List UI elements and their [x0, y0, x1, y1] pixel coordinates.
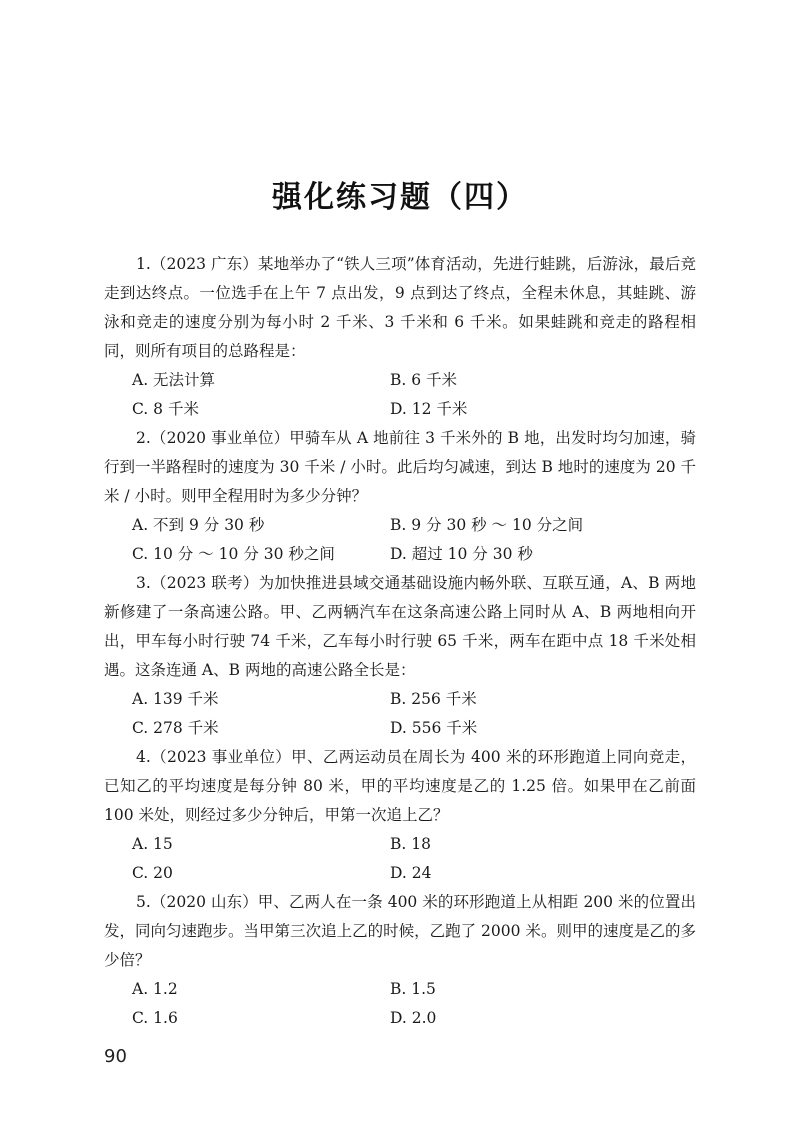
- question-stem: 4.（2023 事业单位）甲、乙两运动员在周长为 400 米的环形跑道上同向竞走，已知乙的平均速度是每分钟 80 米，甲的平均速度是乙的 1.25 倍。如果甲在乙前面 100 米处，则经过多少分钟后，甲第一次追上乙？: [104, 748, 696, 824]
- option-b: B. 9 分 30 秒 ～ 10 分之间: [390, 516, 584, 534]
- question-1: [104, 250, 696, 424]
- option-d: D. 556 千米: [390, 719, 478, 737]
- question-stem: 3.（2023 联考）为加快推进县域交通基础设施内畅外联、互联互通，A、B 两地新修建了一条高速公路。甲、乙两辆汽车在这条高速公路上同时从 A、B 两地相向开出，甲车每小时行驶 74 千米，乙车每小时行驶 65 千米，两车在距中点 18 千米处相遇。这条连通 A、B 两地的高速公路全长是：: [104, 574, 696, 679]
- option-b: B. 256 千米: [390, 690, 477, 708]
- option-d: D. 2.0: [390, 1009, 437, 1027]
- page-title: 强化练习题（四）: [272, 180, 528, 215]
- option-b: B. 18: [390, 835, 431, 853]
- option-d: D. 12 千米: [390, 400, 468, 418]
- option-b: B. 1.5: [390, 980, 436, 998]
- option-grid: [132, 830, 696, 888]
- question-list: [104, 250, 696, 1033]
- option-c: C. 10 分 ～ 10 分 30 秒之间: [132, 545, 335, 563]
- option-c: C. 20: [132, 864, 173, 882]
- option-c: C. 278 千米: [132, 719, 219, 737]
- question-3: [104, 569, 696, 743]
- option-c: C. 1.6: [132, 1009, 178, 1027]
- question-5: [104, 888, 696, 1033]
- question-stem: 5.（2020 山东）甲、乙两人在一条 400 米的环形跑道上从相距 200 米的位置出发，同向匀速跑步。当甲第三次追上乙的时候，乙跑了 2000 米。则甲的速度是乙的多少倍？: [104, 893, 696, 969]
- option-a: A. 1.2: [132, 980, 178, 998]
- option-grid: [132, 685, 696, 743]
- option-d: D. 超过 10 分 30 秒: [390, 545, 533, 563]
- option-a: A. 无法计算: [132, 371, 216, 389]
- question-stem: 1.（2023 广东）某地举办了“铁人三项”体育活动，先进行蛙跳，后游泳，最后竞走到达终点。一位选手在上午 7 点出发，9 点到达了终点，全程未休息，其蛙跳、游泳和竞走的速度分别为每小时 2 千米、3 千米和 6 千米。如果蛙跳和竞走的路程相同，则所有项目的总路程是：: [104, 255, 696, 360]
- question-stem: 2.（2020 事业单位）甲骑车从 A 地前往 3 千米外的 B 地，出发时均匀加速，骑行到一半路程时的速度为 30 千米 / 小时。此后均匀减速，到达 B 地时的速度为 20 千米 / 小时。则甲全程用时为多少分钟？: [104, 429, 696, 505]
- option-d: D. 24: [390, 864, 432, 882]
- question-4: [104, 743, 696, 888]
- option-c: C. 8 千米: [132, 400, 199, 418]
- option-grid: [132, 366, 696, 424]
- option-a: A. 15: [132, 835, 173, 853]
- option-b: B. 6 千米: [390, 371, 458, 389]
- option-grid: [132, 511, 696, 569]
- question-2: [104, 424, 696, 569]
- page-number: 90: [104, 1046, 127, 1067]
- option-a: A. 不到 9 分 30 秒: [132, 516, 265, 534]
- option-a: A. 139 千米: [132, 690, 219, 708]
- option-grid: [132, 975, 696, 1033]
